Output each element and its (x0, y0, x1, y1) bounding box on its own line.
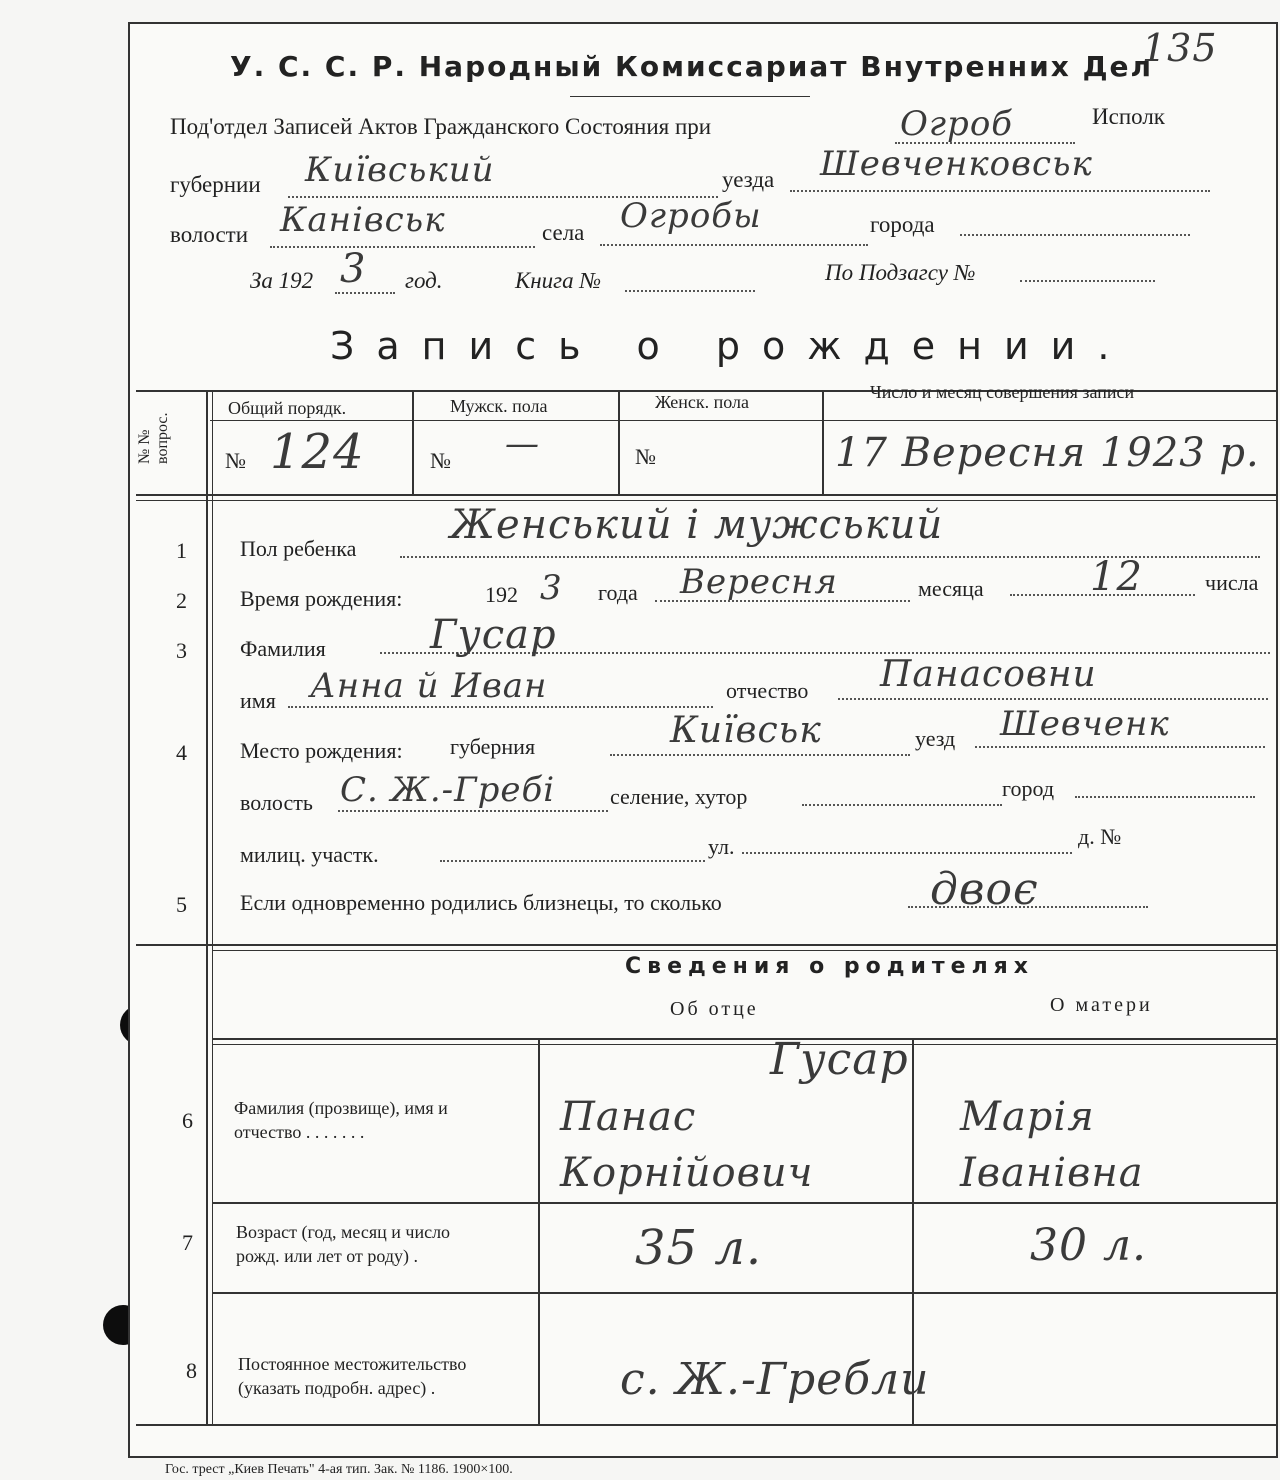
q3-surname-value: Гусар (430, 612, 557, 658)
general-order-header: Общий порядк. (228, 398, 347, 418)
q4-militia-label: милиц. участк. (240, 842, 379, 867)
female-no: № (635, 444, 656, 469)
q4-house-label: д. № (1078, 824, 1122, 849)
q4-gubernia-value: Київськ (670, 710, 822, 751)
volost-label: волости (170, 222, 249, 247)
q6-father-patronymic: Корнійович (560, 1150, 814, 1196)
table-bottom-rule-2 (136, 500, 1276, 501)
q4-gorod-label: город (1002, 776, 1055, 801)
q4-label: Место рождения: (240, 738, 403, 763)
q5-value: двоє (930, 864, 1039, 915)
q8-label-2: (указать подробн. адрес) . (238, 1378, 436, 1398)
header-title: У. С. С. Р. Народный Комиссариат Внутренних Дел (230, 50, 1154, 83)
q6-mother-patronymic: Іванівна (960, 1150, 1144, 1196)
year-prefix: За 192 (250, 268, 314, 293)
q6-label-1: Фамилия (прозвище), имя и (234, 1098, 448, 1118)
female-header: Женск. пола (655, 392, 749, 412)
q4-number: 4 (176, 740, 187, 765)
q6-father-name: Панас (560, 1094, 697, 1140)
q5-number: 5 (176, 892, 187, 917)
col-divider-2 (412, 390, 414, 494)
date-header: Число и месяц совершения записи (870, 382, 1135, 402)
year-value: 3 (340, 246, 367, 292)
gorod-label: города (870, 212, 935, 237)
gubernia-value: Київський (305, 150, 495, 190)
table-col-rule (210, 420, 1276, 421)
q8-label-1: Постоянное местожительство (238, 1354, 467, 1374)
selo-line (600, 244, 868, 246)
q2-number: 2 (176, 588, 187, 613)
q2-label: Время рождения: (240, 586, 403, 611)
parents-top-rule-2 (212, 950, 1276, 951)
table-bottom-rule (136, 494, 1276, 496)
q7-father: 35 л. (635, 1220, 763, 1276)
selo-value: Огробы (620, 196, 762, 236)
male-no: № (430, 448, 451, 473)
col-divider-1b (212, 390, 213, 1424)
male-value: — (505, 424, 540, 464)
q7-label-2: рожд. или лет от роду) . (236, 1246, 418, 1266)
q4-volost-line (338, 810, 608, 812)
parents-top-rule (136, 944, 1276, 946)
general-order-value: 124 (270, 424, 365, 480)
q4-militia-line (440, 860, 705, 862)
volost-line (270, 246, 535, 248)
q1-value: Женський і мужський (450, 502, 944, 548)
q3-patronymic-line (838, 698, 1268, 700)
q5-label: Если одновременно родились близнецы, то сколько (240, 890, 722, 915)
q3-surname-label: Фамилия (240, 636, 326, 661)
q4-uezd-value: Шевченк (1000, 704, 1170, 744)
parents-col-father (538, 1038, 540, 1424)
q2-month-label: месяца (918, 576, 984, 601)
subdept-label: Под'отдел Записей Актов Гражданского Состояния при (170, 114, 712, 139)
col-divider-3 (618, 390, 620, 494)
kniga-line (625, 290, 755, 292)
ispolkom-label: Исполк (1092, 104, 1165, 129)
q6-surname: Гусар (770, 1034, 909, 1085)
sheet-number: 135 (1142, 26, 1218, 70)
header-rule (570, 96, 810, 97)
podzags-label: По Подзагсу № (825, 260, 976, 285)
q4-selo-line (802, 804, 1002, 806)
q4-uezd-label: уезд (915, 726, 956, 751)
uezd-value: Шевченковськ (820, 144, 1093, 184)
general-no: № (225, 448, 246, 473)
q2-year-label: года (598, 580, 638, 605)
q1-number: 1 (176, 538, 187, 563)
male-header: Мужск. пола (450, 396, 548, 416)
q4-volost-value: С. Ж.-Гребі (340, 770, 556, 810)
q4-gorod-line (1075, 796, 1255, 798)
q3-patronymic-label: отчество (726, 678, 809, 703)
parents-header-rule-2 (212, 1044, 1276, 1045)
q7-mother: 30 л. (1030, 1220, 1147, 1271)
q4-gubernia-label: губерния (450, 734, 536, 759)
q8-value: с. Ж.-Гребли (620, 1354, 930, 1405)
q3-number: 3 (176, 638, 187, 663)
q6-number: 6 (182, 1108, 193, 1133)
q4-volost-label: волость (240, 790, 313, 815)
year-line (335, 292, 395, 294)
father-header: Об отце (670, 998, 759, 1020)
q3-patronymic-value: Панасовни (880, 654, 1097, 695)
parents-header-rule (212, 1038, 1276, 1040)
q4-selo-label: селение, хутор (610, 784, 748, 809)
col-divider-4 (822, 390, 824, 494)
col-divider-1 (206, 390, 208, 1424)
q2-year-value: 3 (540, 568, 563, 608)
q2-month-value: Вересня (680, 562, 838, 602)
record-title: Запись о рождении. (330, 324, 1132, 368)
row7-bottom-rule (212, 1292, 1276, 1294)
subdept-value: Огроб (900, 104, 1014, 144)
q2-day-label: числа (1205, 570, 1259, 595)
table-final-rule (136, 1424, 1276, 1426)
row6-bottom-rule (212, 1202, 1276, 1204)
q1-label: Пол ребенка (240, 536, 357, 561)
gorod-line (960, 234, 1190, 236)
q3-name-label: имя (240, 688, 276, 713)
q8-number: 8 (186, 1358, 197, 1383)
kniga-label: Книга № (515, 268, 602, 293)
q3-name-line (288, 706, 713, 708)
uezd-line (790, 190, 1210, 192)
q7-label-1: Возраст (год, месяц и число (236, 1222, 451, 1242)
uezd-label: уезда (722, 167, 775, 192)
q6-mother-name: Марія (960, 1094, 1095, 1140)
q4-street-label: ул. (708, 834, 735, 859)
q2-day-value: 12 (1090, 554, 1143, 600)
q2-year-prefix: 192 (485, 582, 518, 607)
q4-street-line (742, 852, 1072, 854)
q6-label-2: отчество . . . . . . . (234, 1122, 365, 1142)
q3-name-value: Анна й Иван (310, 666, 548, 706)
selo-label: села (542, 220, 585, 245)
footer-imprint: Гос. трест „Киев Печать" 4-ая тип. Зак. № 1186. 1900×100. (165, 1462, 513, 1477)
date-value: 17 Вересня 1923 р. (835, 430, 1260, 476)
q7-number: 7 (182, 1230, 193, 1255)
q4-gubernia-line (610, 754, 910, 756)
q-number-header: № № вопрос. (136, 412, 171, 464)
gubernia-label: губернии (170, 172, 261, 197)
year-suffix: год. (405, 268, 443, 293)
q4-uezd-line (975, 746, 1265, 748)
volost-value: Канівськ (280, 200, 446, 240)
podzags-line (1020, 280, 1155, 282)
parents-title: Сведения о родителях (625, 954, 1034, 979)
mother-header: О матери (1050, 994, 1153, 1016)
birth-record-form (128, 22, 1278, 1458)
